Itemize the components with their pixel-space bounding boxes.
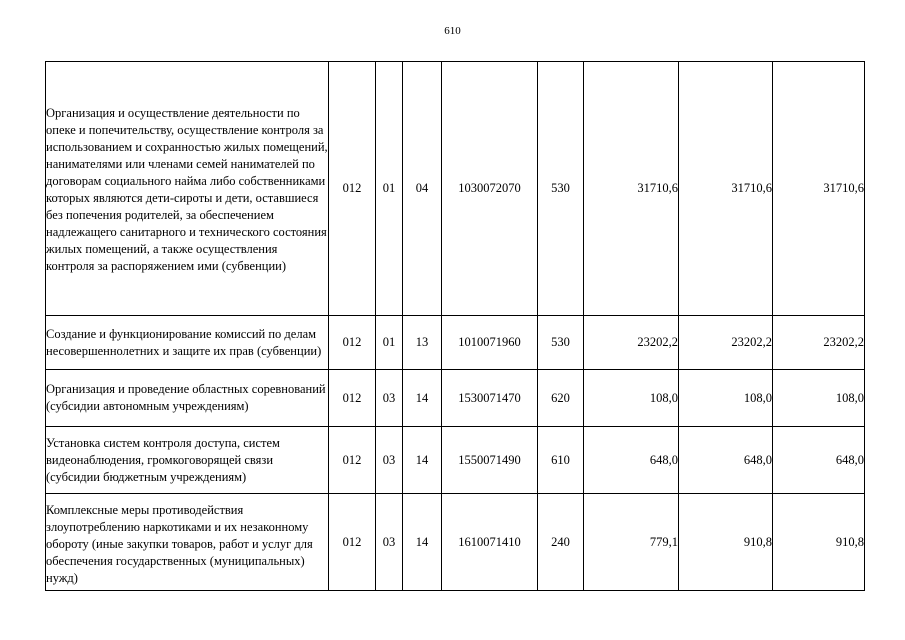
budget-table (45, 61, 865, 591)
table-row (46, 427, 865, 494)
table-row (46, 62, 865, 316)
amount-year-2: 108,0 (679, 370, 773, 427)
expense-type-code: 530 (538, 62, 584, 316)
amount-year-3: 23202,2 (773, 316, 865, 370)
ministry-code: 012 (329, 494, 376, 591)
amount-year-3: 910,8 (773, 494, 865, 591)
amount-year-1: 648,0 (584, 427, 679, 494)
amount-year-2: 910,8 (679, 494, 773, 591)
subsection-code: 14 (403, 494, 442, 591)
amount-year-1: 31710,6 (584, 62, 679, 316)
target-article-code: 1030072070 (442, 62, 538, 316)
section-code: 03 (376, 427, 403, 494)
amount-year-2: 648,0 (679, 427, 773, 494)
expense-type-code: 240 (538, 494, 584, 591)
section-code: 01 (376, 316, 403, 370)
amount-year-1: 108,0 (584, 370, 679, 427)
ministry-code: 012 (329, 427, 376, 494)
row-description: Организация и осуществление деятельности по опеке и попечительству, осуществление контроля за использованием и сохранностью жилых помещений, нанимателями или членами семей нанимателей по договорам социального найма либо собственниками которых являются дети-сироты и дети, оставшиеся без попечения родителей, за обеспечением надлежащего санитарного и технического состояния жилых помещений, а также осуществления контроля за распоряжением ими (субвенции) (46, 62, 329, 316)
page-number: 610 (444, 25, 461, 37)
amount-year-2: 31710,6 (679, 62, 773, 316)
row-description: Организация и проведение областных соревнований (субсидии автономным учреждениям) (46, 370, 329, 427)
amount-year-3: 108,0 (773, 370, 865, 427)
amount-year-3: 31710,6 (773, 62, 865, 316)
table-row (46, 494, 865, 591)
expense-type-code: 620 (538, 370, 584, 427)
section-code: 03 (376, 494, 403, 591)
amount-year-1: 23202,2 (584, 316, 679, 370)
subsection-code: 14 (403, 370, 442, 427)
expense-type-code: 530 (538, 316, 584, 370)
subsection-code: 13 (403, 316, 442, 370)
table-row (46, 316, 865, 370)
section-code: 03 (376, 370, 403, 427)
ministry-code: 012 (329, 62, 376, 316)
amount-year-2: 23202,2 (679, 316, 773, 370)
expense-type-code: 610 (538, 427, 584, 494)
subsection-code: 14 (403, 427, 442, 494)
table-row (46, 370, 865, 427)
amount-year-1: 779,1 (584, 494, 679, 591)
target-article-code: 1530071470 (442, 370, 538, 427)
row-description: Создание и функционирование комиссий по делам несовершеннолетних и защите их прав (субвенции) (46, 316, 329, 370)
target-article-code: 1010071960 (442, 316, 538, 370)
row-description: Комплексные меры противодействия злоупотреблению наркотиками и их незаконному обороту (иные закупки товаров, работ и услуг для обеспечения государственных (муниципальных) нужд) (46, 494, 329, 591)
section-code: 01 (376, 62, 403, 316)
row-description: Установка систем контроля доступа, систем видеонаблюдения, громкоговорящей связи (субсидии бюджетным учреждениям) (46, 427, 329, 494)
amount-year-3: 648,0 (773, 427, 865, 494)
ministry-code: 012 (329, 370, 376, 427)
subsection-code: 04 (403, 62, 442, 316)
target-article-code: 1610071410 (442, 494, 538, 591)
ministry-code: 012 (329, 316, 376, 370)
target-article-code: 1550071490 (442, 427, 538, 494)
